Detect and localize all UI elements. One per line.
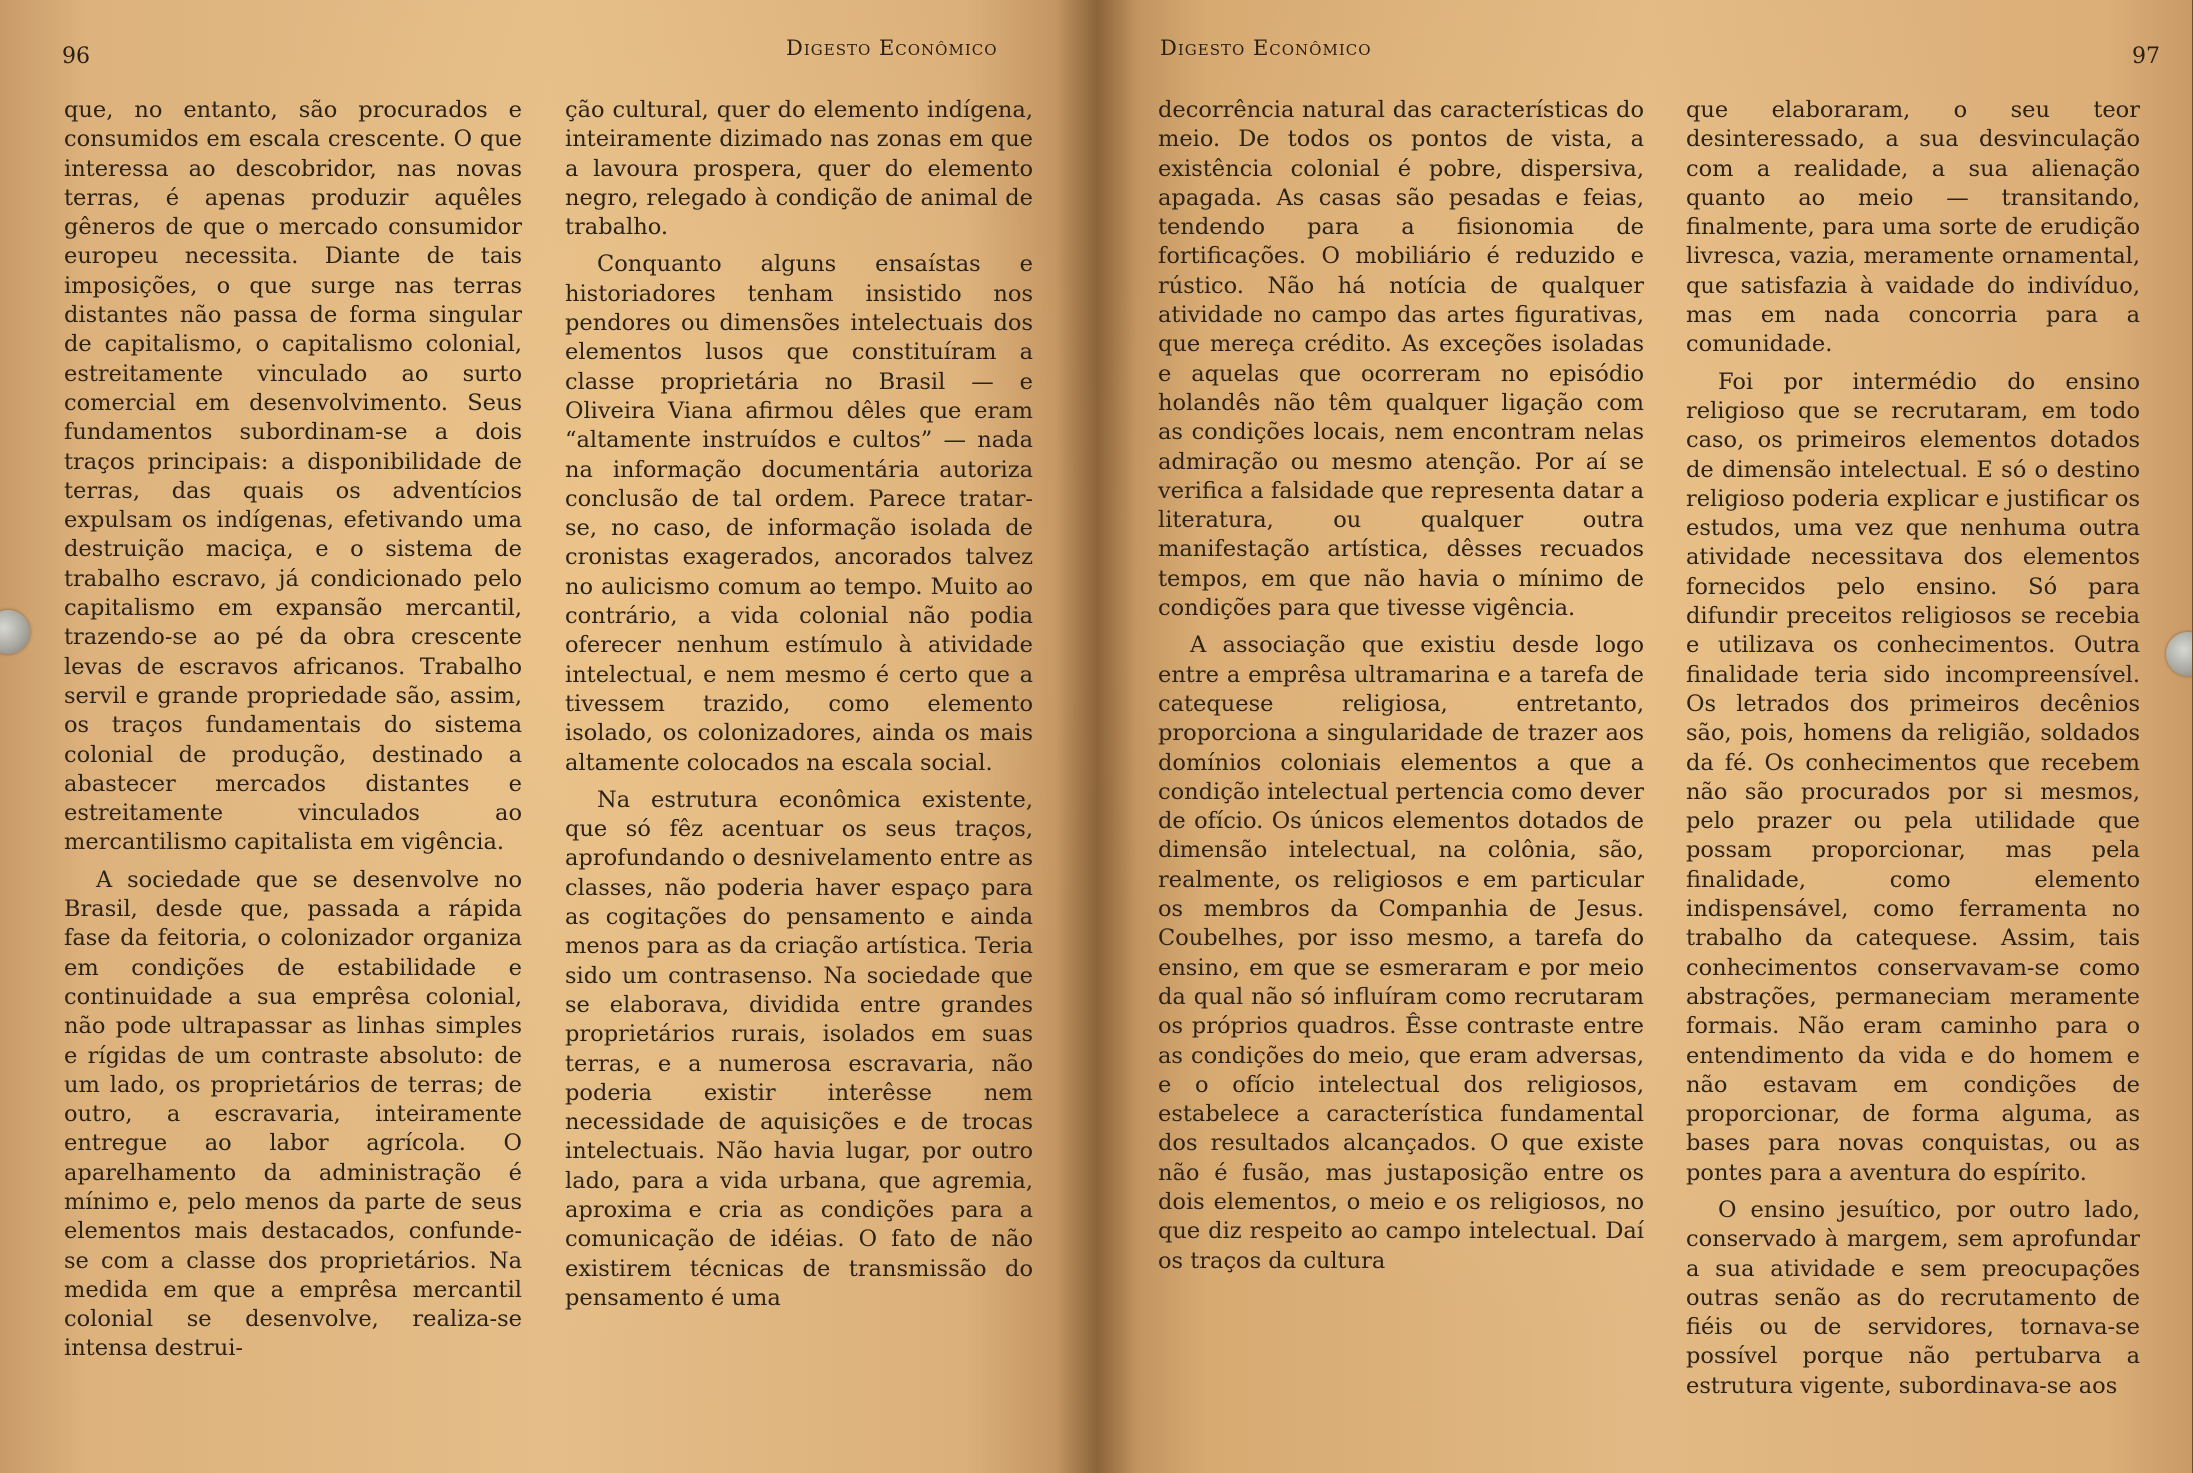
paragraph: Foi por intermédio do ensino religioso que se recrutaram, em todo caso, os primeiros elementos dotados de dimensão intelectual. E só o destino religioso poderia explicar e justificar os estudos, uma vez que nenhuma outra atividade necessitava dos elementos fornecidos pelo ensino. Só para difundir preceitos religiosos se recebia e utilizava os conhecimentos. Outra finalidade teria sido incompreensível. Os letrados dos primeiros decênios são, pois, homens da religião, soldados da fé. Os conhecimentos que recebem não são procurados por si mesmos, pelo prazer ou pela utilidade que possam proporcionar, mas pela finalidade, como elemento indispensável, como ferramenta no trabalho da catequese. Assim, tais conhecimentos conservavam-se como abstrações, permaneciam meramente formais. Não eram caminho para o entendimento da vida e do homem e não estavam em condições de proporcionar, de forma alguma, as bases para novas conquistas, ou as pontes para a aventura do espírito. xyxy=(1686,368,2140,1186)
paragraph: que elaboraram, o seu teor desinteressado, a sua desvinculação com a realidade, a sua alienação quanto ao meio — transitando, finalmente, para uma sorte de erudição livresca, vazia, meramente ornamental, que satisfazia à vaidade do indivíduo, mas em nada concorria para a comunidade. xyxy=(1686,97,2140,358)
paragraph: ção cultural, quer do elemento indígena, inteiramente dizimado nas zonas em que a lavoura prospera, quer do elemento negro, relegado à condição de animal de trabalho. xyxy=(565,97,1033,241)
binding-hole xyxy=(2166,632,2192,676)
paragraph: A sociedade que se desenvolve no Brasil, desde que, passada a rápida fase da feitoria, o colonizador organiza em condições de estabilidade e continuidade a sua emprêsa colonial, não pode ultrapassar as linhas simples e rígidas de um contraste absoluto: de um lado, os proprietários de terras; de outro, a escravaria, inteiramente entregue ao labor agrícola. O aparelhamento da administração é mínimo e, pelo menos da parte de seus elementos mais destacados, confunde-se com a classe dos proprietários. Na medida em que a emprêsa mercantil colonial se desenvolve, realiza-se intensa destrui- xyxy=(64,866,522,1362)
gutter-shadow xyxy=(1096,0,1136,1473)
running-header: Digesto Econômico xyxy=(786,36,998,60)
page-number: 96 xyxy=(62,44,90,69)
paragraph: que, no entanto, são procurados e consumidos em escala crescente. O que interessa ao descobridor, nas novas terras, é apenas produzir aquêles gêneros de que o mercado consumidor europeu necessita. Diante de tais imposições, o que surge nas terras distantes não passa de forma singular de capitalismo, o capitalismo colonial, estreitamente vinculado ao surto comercial em desenvolvimento. Seus fundamentos subordinam-se a dois traços principais: a disponibilidade de terras, das quais os adventícios expulsam os indígenas, efetivando uma destruição maciça, e o sistema de trabalho escravo, já condicionado pelo capitalismo em expansão mercantil, trazendo-se ao pé da obra crescente levas de escravos africanos. Trabalho servil e grande propriedade são, assim, os traços fundamentais do sistema colonial de produção, destinado a abastecer mercados distantes e estreitamente vinculados ao mercantilismo capitalista em vigência. xyxy=(64,97,522,856)
paragraph: Conquanto alguns ensaístas e historiadores tenham insistido nos pendores ou dimensões intelectuais dos elementos lusos que constituíram a classe proprietária no Brasil — e Oliveira Viana afirmou dêles que eram “altamente instruídos e cultos” — nada na informação documentária autoriza conclusão de tal ordem. Parece tratar-se, no caso, de informação isolada de cronistas exagerados, ancorados talvez no aulicismo comum ao tempo. Muito ao contrário, a vida colonial não podia oferecer nenhum estímulo à atividade intelectual, e nem mesmo é certo que a tivessem trazido, como elemento isolado, os colonizadores, ainda os mais altamente colocados na escala social. xyxy=(565,251,1033,776)
text-column xyxy=(1686,96,2140,1401)
paragraph: A associação que existiu desde logo entre a emprêsa ultramarina e a tarefa de catequese religiosa, entretanto, proporciona a singularidade de trazer aos domínios coloniais elementos a que a condição intelectual pertencia como dever de ofício. Os únicos elementos dotados de dimensão intelectual, na colônia, são, realmente, os religiosos e em particular os membros da Companhia de Jesus. Coubelhes, por isso mesmo, a tarefa do ensino, em que se esmeraram e por meio da qual não só influíram como recrutaram os próprios quadros. Êsse contraste entre as condições do meio, que eram adversas, e o ofício intelectual dos religiosos, estabelece a característica fundamental dos resultados alcançados. O que existe não é fusão, mas justaposição entre os dois elementos, o meio e os religiosos, no que diz respeito ao campo intelectual. Daí os traços da cultura xyxy=(1158,632,1644,1274)
binding-hole xyxy=(0,610,30,654)
text-column xyxy=(1158,96,1644,1276)
gutter-shadow xyxy=(1056,0,1096,1473)
paragraph: decorrência natural das características do meio. De todos os pontos de vista, a existência colonial é pobre, dispersiva, apagada. As casas são pesadas e feias, tendendo para a fisionomia de fortificações. O mobiliário é reduzido e rústico. Não há notícia de qualquer atividade no campo das artes figurativas, que mereça crédito. As exceções isoladas e aquelas que ocorreram no episódio holandês não têm qualquer ligação com as condições locais, nem encontram nelas admiração ou mesmo atenção. Por aí se verifica a falsidade que representa datar a literatura, ou qualquer outra manifestação artística, dêsses recuados tempos, em que não havia o mínimo de condições para que tivesse vigência. xyxy=(1158,97,1644,622)
running-header: Digesto Econômico xyxy=(1160,36,1372,60)
left-page xyxy=(0,0,1096,1473)
paragraph: O ensino jesuítico, por outro lado, conservado à margem, sem aprofundar a sua atividade e sem preocupações outras senão as do recrutamento de fiéis ou de servidores, tornava-se possível porque não pertubarva a estrutura vigente, subordinava-se aos xyxy=(1686,1196,2140,1399)
right-page xyxy=(1096,0,2192,1473)
text-column xyxy=(565,96,1033,1313)
paragraph: Na estrutura econômica existente, que só fêz acentuar os seus traços, aprofundando o desnivelamento entre as classes, não poderia haver espaço para as cogitações do pensamento e ainda menos para as da criação artística. Teria sido um contrasenso. Na sociedade que se elaborava, dividida entre grandes proprietários rurais, isolados em suas terras, e a numerosa escravaria, não poderia existir interêsse nem necessidade de aquisições e de trocas intelectuais. Não havia lugar, por outro lado, para a vida urbana, que agremia, aproxima e cria as condições para a comunicação de idéias. O fato de não existirem técnicas de transmissão do pensamento é uma xyxy=(565,786,1033,1311)
text-column xyxy=(64,96,522,1364)
page-number: 97 xyxy=(2132,44,2160,69)
